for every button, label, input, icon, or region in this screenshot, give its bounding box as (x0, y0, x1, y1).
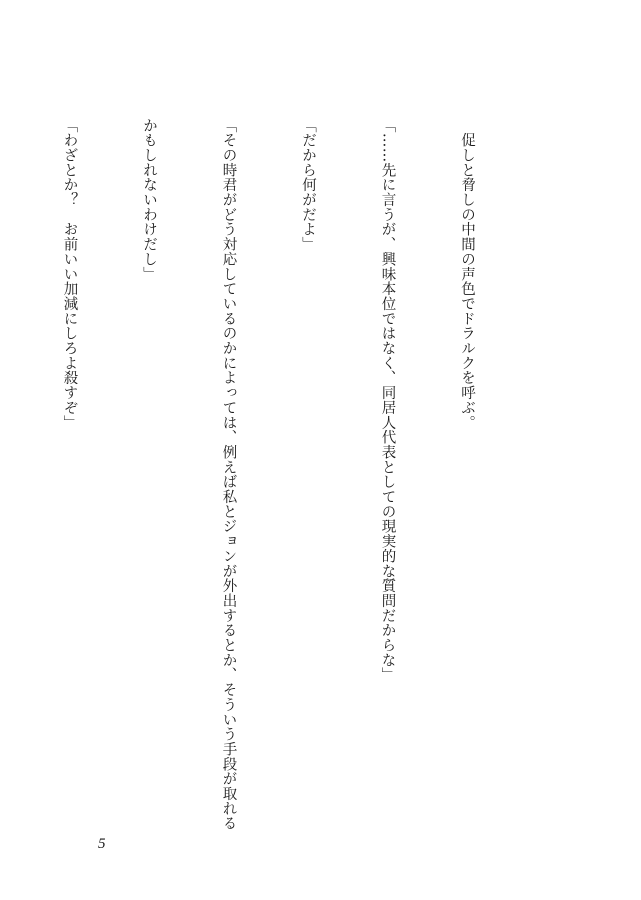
text-line: 「だから何がだよ」 (300, 118, 316, 252)
vertical-text-body (0, 118, 533, 831)
page-number: 5 (98, 836, 106, 852)
text-line: 促しと脅しの中間の声色でドラルクを呼ぶ。 (459, 118, 475, 430)
text-line: 「……先に言うが、興味本位ではなく、同居人代表としての現実的な質問だからな」 (379, 118, 396, 683)
text-line: かもしれないわけだし」 (141, 118, 157, 282)
text-line (0, 118, 3, 818)
text-line: 「わざとか？ お前いい加減にしろよ殺すぞ」 (61, 118, 78, 430)
text-line: 「その時君がどう対応しているのかによっては、例えば私とジョンが外出するとか、そういう手段が取れる (220, 118, 237, 831)
